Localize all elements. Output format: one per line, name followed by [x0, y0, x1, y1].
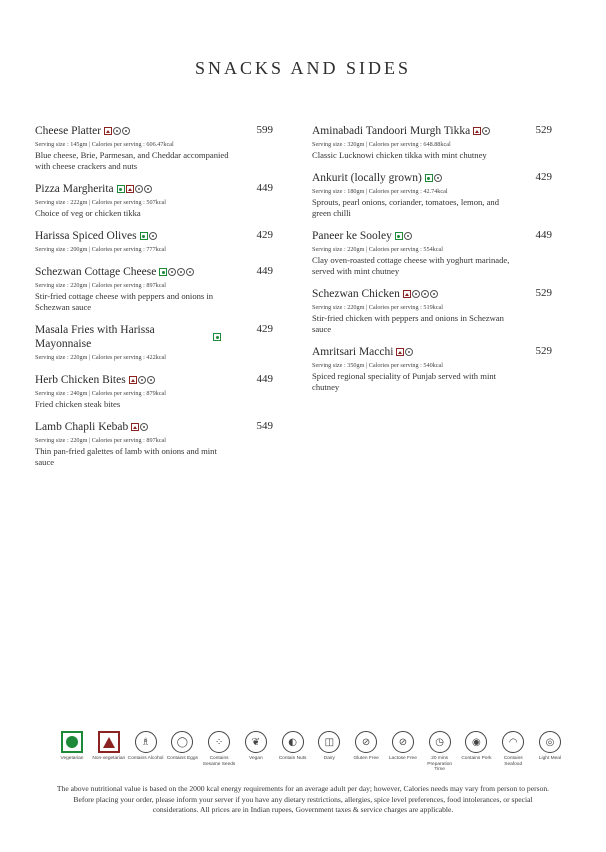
legend-label: Vegan: [249, 756, 263, 761]
nonveg-icon: [98, 731, 120, 753]
legend-item: [277, 731, 309, 773]
item-name: Schezwan Chicken: [312, 288, 400, 300]
item-serving-info: Serving size : 200gm | Calories per serving : 777kcal: [35, 246, 166, 253]
allergen-icon: [177, 268, 185, 276]
legend-label: Dairy: [323, 756, 335, 761]
allergen-icon: [135, 185, 143, 193]
allergen-icon: [147, 376, 155, 384]
veg-icon: [159, 268, 167, 276]
allergen-icon: [149, 232, 157, 240]
allergen-icon: [434, 174, 442, 182]
legend-item: [534, 731, 566, 773]
item-description: Stir-fried chicken with peppers and onions in Schezwan sauce: [312, 313, 504, 334]
legend-label: Contains Seafood: [503, 756, 523, 767]
item-serving-info: Serving size : 220gm | Calories per serving : 422kcal: [35, 354, 166, 361]
legend-label: Non-vegetarian: [92, 756, 126, 761]
legend-item: [203, 731, 235, 773]
legend-label: Lactose Free: [388, 756, 417, 761]
legend-item: [93, 731, 125, 773]
nonveg-icon: [129, 376, 137, 384]
legend-item: [350, 731, 382, 773]
egg-icon: ◯: [171, 731, 193, 753]
diet-marks: [425, 174, 442, 182]
veg-icon: [425, 174, 433, 182]
nonveg-icon: [131, 423, 139, 431]
item-price: 429: [256, 323, 273, 335]
veg-icon: [117, 185, 125, 193]
legend-label: Contains Alcohol: [127, 756, 164, 761]
allergen-icon: [412, 290, 420, 298]
menu-item-harissa-spiced-olives: [35, 229, 275, 255]
item-name: Paneer ke Sooley: [312, 230, 392, 242]
lactose-free-icon: ⊘: [392, 731, 414, 753]
diet-marks: [140, 232, 157, 240]
nonveg-icon: [104, 127, 112, 135]
diet-marks: [159, 268, 194, 276]
legend-item: [56, 731, 88, 773]
page-title: SNACKS AND SIDES: [194, 58, 412, 78]
item-name: Amritsari Macchi: [312, 346, 394, 358]
diet-marks: [396, 348, 413, 356]
menu-column-left: [35, 124, 275, 478]
allergen-icon: [113, 127, 121, 135]
item-name: Aminabadi Tandoori Murgh Tikka: [312, 125, 471, 137]
allergen-icon: [138, 376, 146, 384]
diet-marks: [104, 127, 130, 135]
menu-item-lamb-chapli-kebab: [35, 420, 275, 468]
item-description: Blue cheese, Brie, Parmesan, and Cheddar accompanied with cheese crackers and nuts: [35, 150, 229, 171]
item-serving-info: Serving size : 220gm | Calories per serving : 519kcal: [312, 304, 443, 311]
item-price: 449: [256, 373, 273, 385]
menu-item-paneer-ke-sooley: [312, 229, 552, 277]
veg-icon: [140, 232, 148, 240]
item-price: 449: [535, 229, 552, 241]
dairy-icon: ◫: [318, 731, 340, 753]
legend-item: [313, 731, 345, 773]
legend-item: [497, 731, 529, 773]
item-name: Ankurit (locally grown): [312, 172, 422, 184]
item-serving-info: Serving size : 222gm | Calories per serving : 507kcal: [35, 199, 166, 206]
legend-item: [424, 731, 456, 773]
item-serving-info: Serving size : 240gm | Calories per serving : 879kcal: [35, 390, 166, 397]
nuts-icon: ◐: [282, 731, 304, 753]
item-description: Spiced regional speciality of Punjab served with mint chutney: [312, 371, 497, 392]
allergen-icon: [404, 232, 412, 240]
legend-label: 20 mins Preparation Time: [427, 756, 453, 773]
diet-marks: [213, 333, 221, 341]
vegan-icon: ❦: [245, 731, 267, 753]
gluten-free-icon: ⊘: [355, 731, 377, 753]
item-price: 599: [256, 124, 273, 136]
legend-label: Contain Nuts: [278, 756, 307, 761]
item-price: 449: [256, 265, 273, 277]
item-description: Classic Lucknowi chicken tikka with mint chutney: [312, 150, 487, 160]
legend-item: [387, 731, 419, 773]
menu-item-herb-chicken-bites: [35, 373, 275, 410]
allergen-icon: [186, 268, 194, 276]
menu-item-ankurit-locally-grown: [312, 171, 552, 219]
item-serving-info: Serving size : 220gm | Calories per serving : 554kcal: [312, 246, 443, 253]
item-name: Schezwan Cottage Cheese: [35, 266, 157, 278]
allergen-icon: [405, 348, 413, 356]
item-price: 549: [256, 420, 273, 432]
dietary-legend: [56, 731, 566, 773]
item-serving-info: Serving size : 145gm | Calories per serving : 606.47kcal: [35, 141, 174, 148]
item-name: Masala Fries with Harissa Mayonnaise: [35, 324, 155, 350]
item-price: 429: [256, 229, 273, 241]
diet-marks: [395, 232, 412, 240]
item-description: Fried chicken steak bites: [35, 399, 121, 409]
timer-icon: ◷: [429, 731, 451, 753]
allergen-icon: [140, 423, 148, 431]
item-description: Thin pan-fried galettes of lamb with onions and mint sauce: [35, 446, 217, 467]
item-serving-info: Serving size : 320gm | Calories per serving : 648.88kcal: [312, 141, 451, 148]
item-price: 529: [535, 345, 552, 357]
menu-item-amritsari-macchi: [312, 345, 552, 393]
nonveg-icon: [403, 290, 411, 298]
veg-icon: [395, 232, 403, 240]
item-serving-info: Serving size : 350gm | Calories per serving : 540kcal: [312, 362, 443, 369]
legend-label: Vegetarian: [60, 756, 84, 761]
item-price: 529: [535, 124, 552, 136]
allergen-icon: [421, 290, 429, 298]
allergen-icon: [144, 185, 152, 193]
item-serving-info: Serving size : 220gm | Calories per serving : 897kcal: [35, 282, 166, 289]
item-price: 449: [256, 182, 273, 194]
allergen-icon: [168, 268, 176, 276]
veg-icon: [213, 333, 221, 341]
seafood-icon: ◠: [502, 731, 524, 753]
sesame-icon: ⁘: [208, 731, 230, 753]
nonveg-icon: [473, 127, 481, 135]
menu-item-schezwan-chicken: [312, 287, 552, 335]
item-name: Pizza Margherita: [35, 183, 114, 195]
diet-marks: [473, 127, 490, 135]
pork-icon: ◉: [465, 731, 487, 753]
legend-item: [460, 731, 492, 773]
legend-label: Gluten Free: [353, 756, 379, 761]
nonveg-icon: [126, 185, 134, 193]
item-name: Harissa Spiced Olives: [35, 230, 137, 242]
item-price: 529: [535, 287, 552, 299]
item-name: Herb Chicken Bites: [35, 374, 126, 386]
legend-item: [166, 731, 198, 773]
menu-item-schezwan-cottage-cheese: [35, 265, 275, 313]
nonveg-icon: [396, 348, 404, 356]
menu-item-pizza-margherita: [35, 182, 275, 219]
menu-item-aminabadi-tandoori-murgh-tikka: [312, 124, 552, 161]
menu-item-masala-fries-with-harissa-mayonnaise: [35, 323, 275, 363]
item-description: Clay oven-roasted cottage cheese with yoghurt marinade, served with mint chutney: [312, 255, 510, 276]
menu-column-right: [312, 124, 552, 403]
alcohol-icon: ♗: [135, 731, 157, 753]
legend-label: Contains Sesame Seeds: [202, 756, 236, 767]
diet-marks: [131, 423, 148, 431]
legend-label: Light Meal: [538, 756, 562, 761]
item-price: 429: [535, 171, 552, 183]
legend-label: Contains Eggs: [166, 756, 198, 761]
legend-label: Contains Pork: [461, 756, 492, 761]
item-description: Sprouts, pearl onions, coriander, tomatoes, lemon, and green chilli: [312, 197, 500, 218]
footnote: The above nutritional value is based on the 2000 kcal energy requirements for an average adult per day; however, Calories needs may vary from person to person. Before placing your order, please inform your server if you have any dietary restrictions, allergies, spice level preferences, food intolerances, or special considerations. All prices are in Indian rupees, Government taxes & service charges are applicable.: [56, 784, 550, 814]
allergen-icon: [122, 127, 130, 135]
veg-icon: [61, 731, 83, 753]
item-serving-info: Serving size : 180gm | Calories per serving : 42.74kcal: [312, 188, 448, 195]
item-description: Choice of veg or chicken tikka: [35, 208, 141, 218]
diet-marks: [129, 376, 155, 384]
allergen-icon: [430, 290, 438, 298]
diet-marks: [403, 290, 438, 298]
item-name: Cheese Platter: [35, 125, 102, 137]
item-name: Lamb Chapli Kebab: [35, 421, 129, 433]
diet-marks: [117, 185, 152, 193]
item-description: Stir-fried cottage cheese with peppers and onions in Schezwan sauce: [35, 291, 214, 312]
item-serving-info: Serving size : 220gm | Calories per serving : 897kcal: [35, 437, 166, 444]
menu-item-cheese-platter: [35, 124, 275, 172]
legend-item: [240, 731, 272, 773]
light-meal-icon: ◎: [539, 731, 561, 753]
legend-item: [127, 731, 164, 773]
allergen-icon: [482, 127, 490, 135]
